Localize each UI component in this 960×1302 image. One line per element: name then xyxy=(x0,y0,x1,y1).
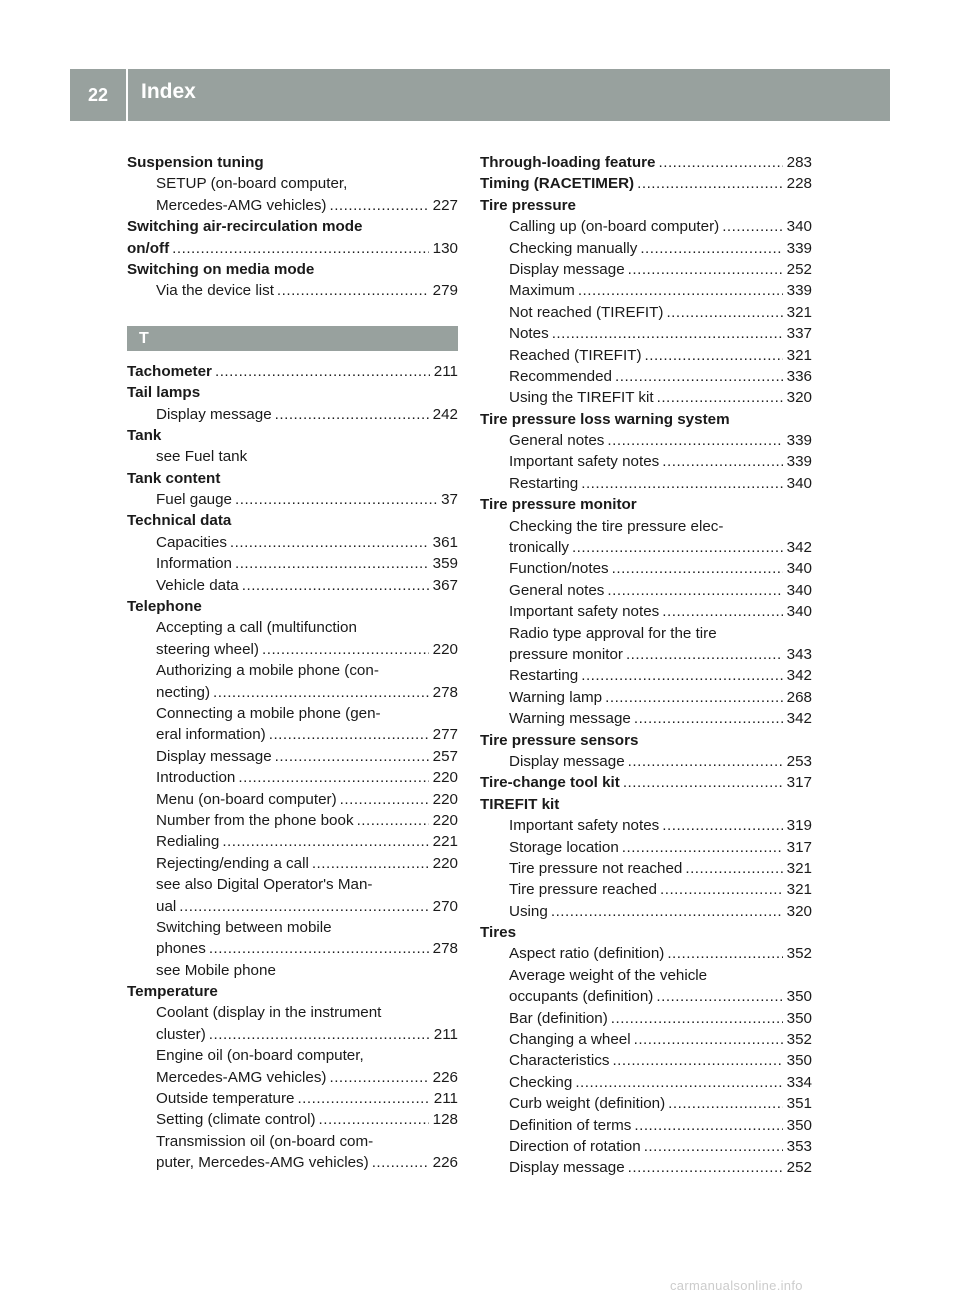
page-reference: 339 xyxy=(786,432,812,450)
index-subentry xyxy=(480,430,812,451)
index-subentry xyxy=(480,601,812,622)
dot-leader xyxy=(634,1115,782,1136)
page-reference: 343 xyxy=(786,645,812,663)
entry-label: Reached (TIREFIT) xyxy=(509,346,642,364)
entry-label: Direction of rotation xyxy=(509,1137,641,1155)
entry-label: Important safety notes xyxy=(509,453,660,471)
index-subentry xyxy=(480,986,812,1007)
entry-label: eral information) xyxy=(156,726,266,744)
dot-leader xyxy=(172,238,428,259)
index-column-right xyxy=(480,152,812,1179)
dot-leader xyxy=(637,173,783,194)
entry-label: General notes xyxy=(509,432,605,450)
index-entry xyxy=(127,361,458,382)
section-letter-heading: T xyxy=(127,326,458,351)
watermark: carmanualsonline.info xyxy=(670,1278,803,1293)
dot-leader xyxy=(628,259,783,280)
entry-label: tronically xyxy=(509,539,569,557)
dot-leader xyxy=(668,1093,782,1114)
dot-leader xyxy=(605,687,783,708)
entry-label: Aspect ratio (definition) xyxy=(509,945,665,963)
index-subentry xyxy=(480,302,812,323)
index-subentry xyxy=(127,280,458,301)
page-reference: 277 xyxy=(432,726,458,744)
index-subentry xyxy=(480,1115,812,1136)
entry-label: Definition of terms xyxy=(509,1116,632,1134)
dot-leader xyxy=(667,943,782,964)
dot-leader xyxy=(722,216,782,237)
dot-leader xyxy=(626,644,783,665)
entry-label: Notes xyxy=(509,325,549,343)
index-subentry xyxy=(127,639,458,660)
index-subentry-text: Average weight of the vehicle xyxy=(509,966,708,984)
dot-leader xyxy=(275,404,429,425)
entry-label: Tire-change tool kit xyxy=(480,774,620,792)
page-reference: 320 xyxy=(786,389,812,407)
entry-label: Checking manually xyxy=(509,239,638,257)
index-subentry xyxy=(480,1029,812,1050)
page-reference: 270 xyxy=(432,897,458,915)
dot-leader xyxy=(685,858,782,879)
index-subentry xyxy=(480,1050,812,1071)
page-reference: 353 xyxy=(786,1137,812,1155)
dot-leader xyxy=(213,682,429,703)
page-reference: 320 xyxy=(786,902,812,920)
dot-leader xyxy=(659,152,783,173)
dot-leader xyxy=(312,853,429,874)
page-reference: 211 xyxy=(433,1025,458,1043)
dot-leader xyxy=(552,323,783,344)
index-subentry-text: Switching between mobile xyxy=(156,918,332,936)
page-reference: 321 xyxy=(786,859,812,877)
dot-leader xyxy=(645,345,783,366)
entry-label: Tachometer xyxy=(127,362,212,380)
index-subentry xyxy=(480,837,812,858)
entry-label: Setting (climate control) xyxy=(156,1111,316,1129)
dot-leader xyxy=(551,901,783,922)
entry-label: Menu (on-board computer) xyxy=(156,790,337,808)
entry-label: Number from the phone book xyxy=(156,811,354,829)
dot-leader xyxy=(607,580,782,601)
dot-leader xyxy=(640,238,782,259)
dot-leader xyxy=(222,831,428,852)
index-subentry xyxy=(480,323,812,344)
index-subentry xyxy=(480,238,812,259)
dot-leader xyxy=(634,708,783,729)
page-reference: 337 xyxy=(786,325,812,343)
index-subentry xyxy=(480,580,812,601)
dot-leader xyxy=(612,558,783,579)
index-entry xyxy=(480,173,812,194)
dot-leader xyxy=(340,789,429,810)
dot-leader xyxy=(297,1088,429,1109)
entry-label: Outside temperature xyxy=(156,1090,295,1108)
entry-label: Timing (RACETIMER) xyxy=(480,175,635,193)
entry-label: Via the device list xyxy=(156,282,274,300)
dot-leader xyxy=(238,767,428,788)
entry-label: phones xyxy=(156,940,206,958)
index-subentry xyxy=(480,473,812,494)
index-subentry-text: Transmission oil (on-board com- xyxy=(156,1132,374,1150)
page-reference: 253 xyxy=(786,752,812,770)
index-subentry xyxy=(480,387,812,408)
index-heading: Temperature xyxy=(127,983,218,1001)
index-subentry xyxy=(480,1136,812,1157)
dot-leader xyxy=(634,1029,783,1050)
index-subentry xyxy=(480,708,812,729)
index-subentry xyxy=(127,831,458,852)
entry-label: General notes xyxy=(509,581,605,599)
page-title: Index xyxy=(141,80,196,103)
page-reference: 351 xyxy=(786,1095,812,1113)
page-reference: 350 xyxy=(786,1052,812,1070)
page-reference: 321 xyxy=(786,303,812,321)
entry-label: Function/notes xyxy=(509,560,609,578)
index-subentry-text: Radio type approval for the tire xyxy=(509,624,717,642)
page-reference: 367 xyxy=(432,576,458,594)
index-subentry-text: Authorizing a mobile phone (con- xyxy=(156,662,379,680)
page-reference: 361 xyxy=(432,533,458,551)
index-subentry xyxy=(480,901,812,922)
dot-leader xyxy=(235,489,437,510)
entry-label: Restarting xyxy=(509,667,579,685)
entry-label: ual xyxy=(156,897,177,915)
index-subentry xyxy=(480,259,812,280)
dot-leader xyxy=(372,1152,429,1173)
index-subentry xyxy=(480,451,812,472)
index-heading: Technical data xyxy=(127,512,232,530)
entry-label: Curb weight (definition) xyxy=(509,1095,666,1113)
dot-leader xyxy=(275,746,429,767)
entry-label: Using the TIREFIT kit xyxy=(509,389,654,407)
page-reference: 317 xyxy=(786,838,812,856)
dot-leader xyxy=(209,1024,430,1045)
entry-label: occupants (definition) xyxy=(509,988,654,1006)
index-subentry-text: see Fuel tank xyxy=(156,448,248,466)
dot-leader xyxy=(622,837,783,858)
page-reference: 268 xyxy=(786,688,812,706)
page-reference: 211 xyxy=(433,362,458,380)
dot-leader xyxy=(357,810,429,831)
index-subentry xyxy=(127,724,458,745)
index-subentry-text: Connecting a mobile phone (gen- xyxy=(156,704,381,722)
index-subentry-text: see Mobile phone xyxy=(156,961,276,979)
dot-leader xyxy=(329,195,428,216)
dot-leader xyxy=(230,532,429,553)
index-subentry-text: SETUP (on-board computer, xyxy=(156,175,348,193)
index-heading: Switching on media mode xyxy=(127,260,315,278)
entry-label: Fuel gauge xyxy=(156,491,232,509)
page-number: 22 xyxy=(87,84,109,105)
entry-label: puter, Mercedes-AMG vehicles) xyxy=(156,1154,369,1172)
index-subentry xyxy=(127,810,458,831)
entry-label: Mercedes-AMG vehicles) xyxy=(156,1068,327,1086)
entry-label: Display message xyxy=(509,1159,625,1177)
entry-label: Tire pressure reached xyxy=(509,881,658,899)
header-divider xyxy=(126,69,128,121)
index-heading: Telephone xyxy=(127,598,202,616)
index-heading: Tire pressure xyxy=(480,196,576,214)
index-subentry xyxy=(480,345,812,366)
page-header xyxy=(70,69,890,121)
index-subentry xyxy=(480,644,812,665)
index-heading: TIREFIT kit xyxy=(480,795,560,813)
index-subentry xyxy=(127,896,458,917)
index-subentry xyxy=(480,280,812,301)
page-reference: 220 xyxy=(432,790,458,808)
page-reference: 321 xyxy=(786,881,812,899)
page-reference: 352 xyxy=(786,1031,812,1049)
page-reference: 339 xyxy=(786,282,812,300)
index-subentry xyxy=(127,404,458,425)
entry-label: Important safety notes xyxy=(509,603,660,621)
index-subentry xyxy=(480,558,812,579)
index-subentry xyxy=(127,1109,458,1130)
dot-leader xyxy=(656,986,782,1007)
page-reference: 220 xyxy=(432,811,458,829)
dot-leader xyxy=(662,815,782,836)
dot-leader xyxy=(662,451,782,472)
page-reference: 340 xyxy=(786,603,812,621)
index-subentry xyxy=(127,195,458,216)
entry-label: Important safety notes xyxy=(509,817,660,835)
dot-leader xyxy=(242,575,429,596)
index-subentry xyxy=(480,216,812,237)
page-reference: 350 xyxy=(786,1116,812,1134)
index-subentry xyxy=(480,943,812,964)
page-reference: 319 xyxy=(786,817,812,835)
page-reference: 278 xyxy=(432,683,458,701)
dot-leader xyxy=(615,366,783,387)
page-reference: 130 xyxy=(432,239,458,257)
page-reference: 226 xyxy=(432,1154,458,1172)
index-subentry-text: Accepting a call (multifunction xyxy=(156,619,357,637)
entry-label: necting) xyxy=(156,683,211,701)
index-subentry xyxy=(127,532,458,553)
index-subentry xyxy=(480,366,812,387)
index-subentry-text: Checking the tire pressure elec- xyxy=(509,517,724,535)
page-reference: 226 xyxy=(432,1068,458,1086)
dot-leader xyxy=(269,724,429,745)
page-reference: 279 xyxy=(432,282,458,300)
entry-label: Introduction xyxy=(156,769,236,787)
index-subentry xyxy=(127,489,458,510)
index-subentry xyxy=(480,687,812,708)
index-subentry xyxy=(127,1067,458,1088)
dot-leader xyxy=(660,879,783,900)
index-subentry xyxy=(127,575,458,596)
entry-label: Redialing xyxy=(156,833,220,851)
page-reference: 128 xyxy=(432,1111,458,1129)
index-subentry xyxy=(127,746,458,767)
index-subentry xyxy=(480,1093,812,1114)
page-reference: 339 xyxy=(786,453,812,471)
entry-label: Display message xyxy=(509,260,625,278)
index-subentry xyxy=(127,767,458,788)
dot-leader xyxy=(319,1109,429,1130)
entry-label: Display message xyxy=(156,747,272,765)
dot-leader xyxy=(644,1136,783,1157)
index-heading: Suspension tuning xyxy=(127,154,264,171)
page-reference: 352 xyxy=(786,945,812,963)
dot-leader xyxy=(581,473,782,494)
index-heading: Tire pressure loss warning system xyxy=(480,410,730,428)
page-reference: 340 xyxy=(786,218,812,236)
page-reference: 220 xyxy=(432,769,458,787)
entry-label: Using xyxy=(509,902,548,920)
dot-leader xyxy=(277,280,429,301)
index-subentry-text: Coolant (display in the instrument xyxy=(156,1004,382,1022)
entry-label: Vehicle data xyxy=(156,576,239,594)
entry-label: Capacities xyxy=(156,533,227,551)
index-subentry xyxy=(127,789,458,810)
page-reference: 37 xyxy=(441,491,458,509)
dot-leader xyxy=(611,1008,783,1029)
entry-label: Rejecting/ending a call xyxy=(156,854,309,872)
entry-label: Checking xyxy=(509,1073,573,1091)
page-reference: 350 xyxy=(786,1009,812,1027)
index-entry xyxy=(480,152,812,173)
index-subentry-text: see also Digital Operator's Man- xyxy=(156,876,373,894)
index-heading: Tires xyxy=(480,924,517,942)
entry-label: Changing a wheel xyxy=(509,1031,631,1049)
dot-leader xyxy=(612,1050,782,1071)
dot-leader xyxy=(657,387,783,408)
dot-leader xyxy=(329,1067,428,1088)
index-subentry xyxy=(480,815,812,836)
page-reference: 257 xyxy=(432,747,458,765)
page-reference: 350 xyxy=(786,988,812,1006)
page-reference: 339 xyxy=(786,239,812,257)
entry-label: Mercedes-AMG vehicles) xyxy=(156,196,327,214)
dot-leader xyxy=(572,537,783,558)
page-reference: 252 xyxy=(786,1159,812,1177)
index-subentry xyxy=(480,665,812,686)
page-reference: 283 xyxy=(786,154,812,171)
dot-leader xyxy=(581,665,782,686)
page-reference: 221 xyxy=(432,833,458,851)
entry-label: Maximum xyxy=(509,282,575,300)
entry-label: pressure monitor xyxy=(509,645,623,663)
index-subentry xyxy=(480,879,812,900)
index-subentry xyxy=(127,1024,458,1045)
index-subentry xyxy=(127,682,458,703)
page-reference: 278 xyxy=(432,940,458,958)
entry-label: Calling up (on-board computer) xyxy=(509,218,720,236)
index-subentry xyxy=(480,1157,812,1178)
page-reference: 252 xyxy=(786,260,812,278)
page-reference: 340 xyxy=(786,581,812,599)
index-subentry xyxy=(480,1008,812,1029)
dot-leader xyxy=(662,601,782,622)
page-reference: 220 xyxy=(432,854,458,872)
page-reference: 342 xyxy=(786,667,812,685)
index-column-left xyxy=(127,152,458,1174)
index-subentry xyxy=(480,858,812,879)
index-subentry-text: Engine oil (on-board computer, xyxy=(156,1047,364,1065)
entry-label: Restarting xyxy=(509,474,579,492)
index-subentry xyxy=(480,537,812,558)
page-reference: 342 xyxy=(786,710,812,728)
dot-leader xyxy=(215,361,430,382)
dot-leader xyxy=(628,751,783,772)
entry-label: Not reached (TIREFIT) xyxy=(509,303,664,321)
dot-leader xyxy=(179,896,428,917)
index-subentry xyxy=(127,1152,458,1173)
entry-label: Through-loading feature xyxy=(480,154,656,171)
entry-label: Bar (definition) xyxy=(509,1009,608,1027)
page-reference: 228 xyxy=(786,175,812,193)
page-reference: 359 xyxy=(432,555,458,573)
page-reference: 321 xyxy=(786,346,812,364)
page-reference: 336 xyxy=(786,367,812,385)
entry-label: Storage location xyxy=(509,838,619,856)
entry-label: cluster) xyxy=(156,1025,206,1043)
dot-leader xyxy=(209,938,429,959)
index-subentry xyxy=(127,1088,458,1109)
entry-label: steering wheel) xyxy=(156,640,259,658)
entry-label: Display message xyxy=(156,405,272,423)
dot-leader xyxy=(666,302,782,323)
index-subentry xyxy=(480,1072,812,1093)
dot-leader xyxy=(607,430,782,451)
page-reference: 340 xyxy=(786,474,812,492)
dot-leader xyxy=(628,1157,783,1178)
index-heading: Tire pressure sensors xyxy=(480,731,639,749)
index-subentry xyxy=(127,553,458,574)
index-heading: Tank xyxy=(127,426,162,444)
entry-label: Warning lamp xyxy=(509,688,603,706)
page-reference: 211 xyxy=(433,1090,458,1108)
entry-label: Display message xyxy=(509,752,625,770)
page-reference: 220 xyxy=(432,640,458,658)
page-reference: 227 xyxy=(432,196,458,214)
dot-leader xyxy=(623,772,783,793)
entry-label: Information xyxy=(156,555,232,573)
entry-label: Recommended xyxy=(509,367,612,385)
index-entry xyxy=(480,772,812,793)
index-entry xyxy=(127,238,458,259)
entry-label: Warning message xyxy=(509,710,631,728)
index-subentry xyxy=(127,853,458,874)
dot-leader xyxy=(578,280,783,301)
index-heading: Switching air-recirculation mode xyxy=(127,218,363,236)
entry-label: Characteristics xyxy=(509,1052,610,1070)
entry-label: Tire pressure not reached xyxy=(509,859,683,877)
page-reference: 334 xyxy=(786,1073,812,1091)
dot-leader xyxy=(575,1072,782,1093)
index-subentry xyxy=(127,938,458,959)
page-reference: 317 xyxy=(786,774,812,792)
dot-leader xyxy=(235,553,429,574)
index-subentry xyxy=(480,751,812,772)
page-reference: 340 xyxy=(786,560,812,578)
dot-leader xyxy=(262,639,429,660)
page-reference: 342 xyxy=(786,539,812,557)
index-heading: Tank content xyxy=(127,469,221,487)
entry-label: on/off xyxy=(127,239,170,257)
page-reference: 242 xyxy=(432,405,458,423)
index-heading: Tire pressure monitor xyxy=(480,496,637,514)
index-heading: Tail lamps xyxy=(127,384,201,402)
